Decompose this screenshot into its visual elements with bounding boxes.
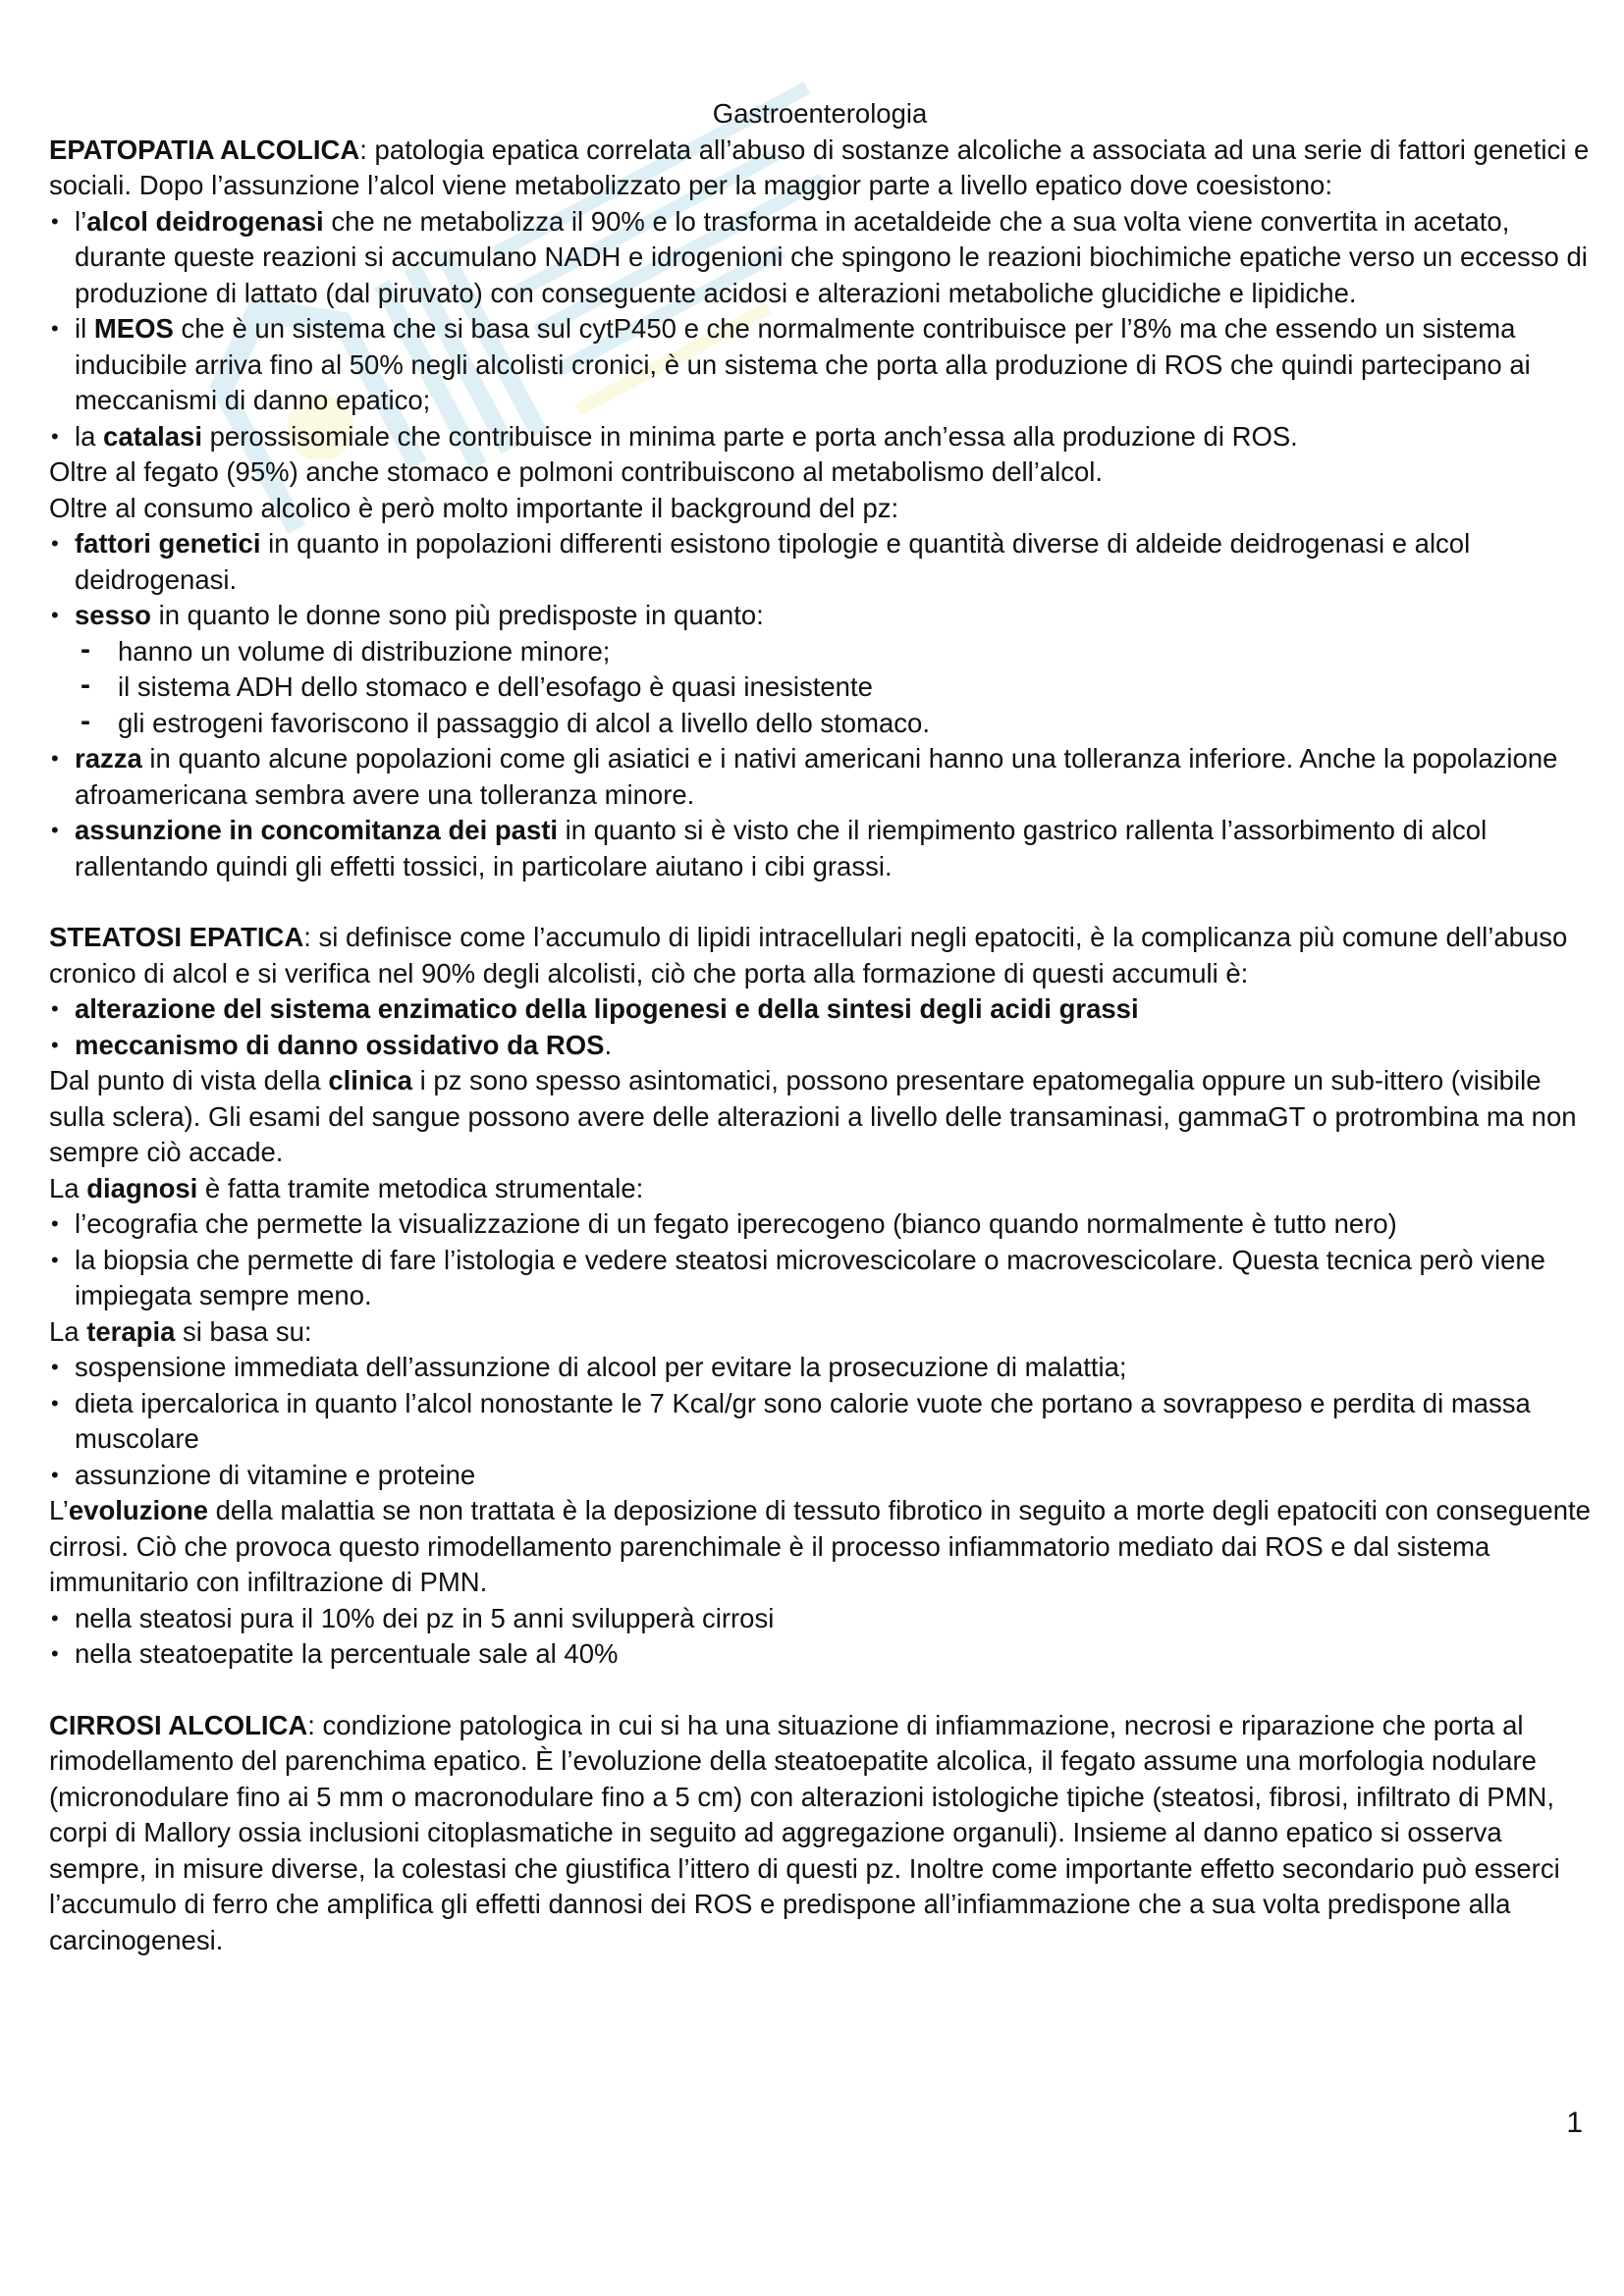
list-item: • alterazione del sistema enzimatico della lipogenesi e della sintesi degli acidi grassi (49, 991, 1591, 1028)
evoluzione-list (49, 1601, 1591, 1673)
list-item: • nella steatosi pura il 10% dei pz in 5 anni svilupperà cirrosi (49, 1601, 1591, 1637)
clinica-paragraph: Dal punto di vista della clinica i pz sono spesso asintomatici, possono presentare epatomegalia oppure un sub-ittero (visibile sulla sclera). Gli esami del sangue possono avere delle alterazioni a livello delle transaminasi, gammaGT o protrombina ma non sempre ciò accade. (49, 1065, 1577, 1167)
metabolism-list (49, 204, 1591, 455)
list-item: • sesso in quanto le donne sono più predisposte in quanto: (49, 598, 1591, 634)
epatopatia-intro: EPATOPATIA ALCOLICA: patologia epatica correlata all’abuso di sostanze alcoliche a associata ad una serie di fattori genetici e sociali. Dopo l’assunzione l’alcol viene metabolizzato per la maggior parte a livello epatico dove coesistono: (49, 133, 1590, 200)
list-item: • meccanismo di danno ossidativo da ROS. (49, 1028, 1591, 1064)
diagnosi-line: La diagnosi è fatta tramite metodica strumentale: (49, 1172, 644, 1203)
sub-list-item: - hanno un volume di distribuzione minore; (75, 634, 1591, 670)
list-item: • assunzione di vitamine e proteine (49, 1458, 1591, 1494)
list-item: • fattori genetici in quanto in popolazioni differenti esistono tipologie e quantità diverse di aldeide deidrogenasi e alcol deidrogenasi. (49, 526, 1591, 598)
list-item: • dieta ipercalorica in quanto l’alcol nonostante le 7 Kcal/gr sono calorie vuote che portano a sovrappeso e perdita di massa muscolare (49, 1386, 1591, 1458)
list-item: • sospensione immediata dell’assunzione di alcool per evitare la prosecuzione di malattia; (49, 1350, 1591, 1386)
list-item: • nella steatoepatite la percentuale sale al 40% (49, 1636, 1591, 1673)
page-title: Gastroenterologia (712, 98, 928, 129)
evoluzione-paragraph: L’evoluzione della malattia se non trattata è la deposizione di tessuto fibrotico in seguito a morte degli epatociti con conseguente cirrosi. Ciò che provoca questo rimodellamento parenchimale è il processo infiammatorio mediato dai ROS e dal sistema immunitario con infiltrazione di PMN. (49, 1495, 1591, 1597)
cirrosi-paragraph: CIRROSI ALCOLICA: condizione patologica in cui si ha una situazione di infiammazione, necrosi e riparazione che porta al rimodellamento del parenchima epatico. È l’evoluzione della steatoepatite alcolica, il fegato assume una morfologia nodulare (micronodulare fino ai 5 mm o macronodulare fino a 5 cm) con alterazioni istologiche tipiche (steatosi, fibrosi, infiltrato di PMN, corpi di Mallory ossia inclusioni citoplasmatiche in seguito ad aggregazione organuli). Insieme al danno epatico si osserva sempre, in misure diverse, la colestasi che giustifica l’ittero di questi pz. Inoltre come importante effetto secondario può esserci l’accumulo di ferro che amplifica gli effetti dannosi dei ROS e predispone all’infiammazione che a sua volta predispone alla carcinogenesi. (49, 1709, 1560, 1955)
terapia-list (49, 1350, 1591, 1493)
fegato-line: Oltre al fegato (95%) anche stomaco e polmoni contribuiscono al metabolismo dell’alcol. (49, 456, 1104, 487)
risk-factors-list-continued (49, 741, 1591, 884)
steatosi-heading: STEATOSI EPATICA (49, 922, 304, 952)
list-item: • razza in quanto alcune popolazioni come gli asiatici e i nativi americani hanno una tolleranza inferiore. Anche la popolazione afroamericana sembra avere una tolleranza minore. (49, 741, 1591, 813)
list-item: • assunzione in concomitanza dei pasti in quanto si è visto che il riempimento gastrico rallenta l’assorbimento di alcol rallentando quindi gli effetti tossici, in particolare aiutano i cibi grassi. (49, 813, 1591, 884)
sub-list-item: - il sistema ADH dello stomaco e dell’esofago è quasi inesistente (75, 669, 1591, 706)
page-number: 1 (1566, 2107, 1583, 2139)
list-item: • la biopsia che permette di fare l’istologia e vedere steatosi microvescicolare o macrovescicolare. Questa tecnica però viene impiegata sempre meno. (49, 1243, 1591, 1314)
diagnosi-list (49, 1206, 1591, 1314)
background-line: Oltre al consumo alcolico è però molto importante il background del pz: (49, 492, 899, 523)
list-item: • il MEOS che è un sistema che si basa sul cytP450 e che normalmente contribuisce per l’8% ma che essendo un sistema inducibile arriva fino al 50% negli alcolisti cronici, è un sistema che porta alla produzione di ROS che quindi partecipano ai meccanismi di danno epatico; (49, 311, 1591, 419)
epatopatia-heading: EPATOPATIA ALCOLICA (49, 133, 360, 165)
sesso-sublist (49, 634, 1591, 742)
steatosi-intro: STEATOSI EPATICA: si definisce come l’accumulo di lipidi intracellulari negli epatociti, è la complicanza più comune dell’abuso cronico di alcol e si verifica nel 90% degli alcolisti, ciò che porta alla formazione di questi accumuli è: (49, 922, 1568, 988)
risk-factors-list (49, 526, 1591, 634)
list-item: • l’alcol deidrogenasi che ne metabolizza il 90% e lo trasforma in acetaldeide che a sua volta viene convertita in acetato, durante queste reazioni si accumulano NADH e idrogenioni che spingono le reazioni biochimiche epatiche verso un eccesso di produzione di lattato (dal piruvato) con conseguente acidosi e alterazioni metaboliche glucidiche e lipidiche. (49, 204, 1591, 312)
terapia-line: La terapia si basa su: (49, 1315, 312, 1347)
document-page (49, 96, 1591, 1958)
cirrosi-heading: CIRROSI ALCOLICA (49, 1709, 308, 1740)
list-item: • l’ecografia che permette la visualizzazione di un fegato iperecogeno (bianco quando normalmente è tutto nero) (49, 1206, 1591, 1243)
list-item: • la catalasi perossisomiale che contribuisce in minima parte e porta anch’essa alla produzione di ROS. (49, 419, 1591, 455)
sub-list-item: - gli estrogeni favoriscono il passaggio di alcol a livello dello stomaco. (75, 706, 1591, 742)
steatosi-causes-list (49, 991, 1591, 1063)
